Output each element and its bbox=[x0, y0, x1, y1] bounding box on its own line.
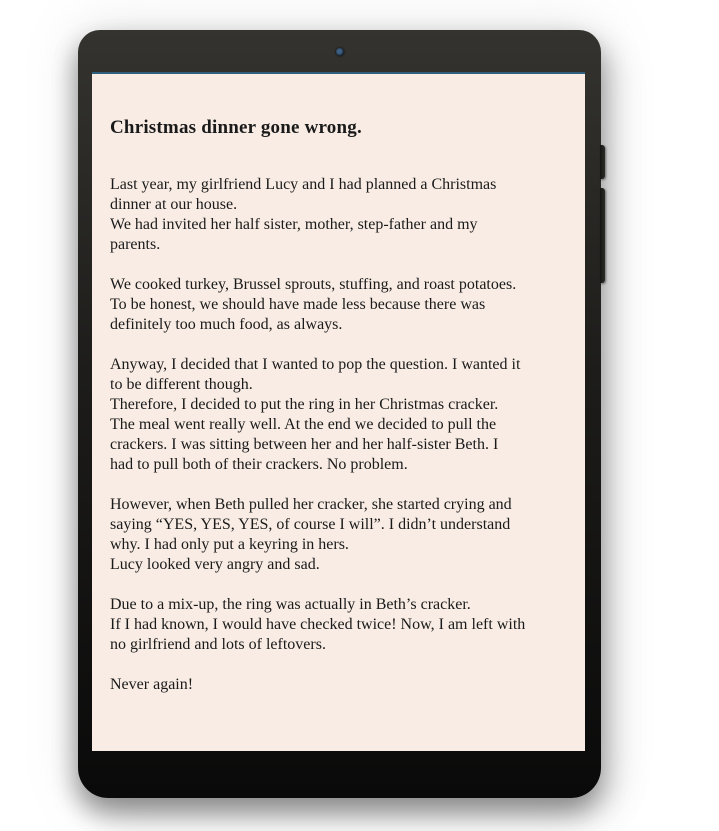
document bbox=[92, 74, 585, 695]
text-line: Lucy looked very angry and sad. bbox=[110, 556, 320, 573]
text-line: no girlfriend and lots of leftovers. bbox=[110, 636, 326, 653]
paragraph bbox=[110, 175, 573, 255]
document-body bbox=[110, 175, 573, 695]
text-line: Therefore, I decided to put the ring in her Christmas cracker. bbox=[110, 396, 499, 413]
document-title: Christmas dinner gone wrong. bbox=[110, 117, 362, 138]
text-line: Last year, my girlfriend Lucy and I had planned a Christmas bbox=[110, 176, 497, 193]
tablet-device bbox=[78, 30, 601, 798]
power-button[interactable] bbox=[600, 145, 605, 179]
text-line: to be different though. bbox=[110, 376, 253, 393]
text-line: definitely too much food, as always. bbox=[110, 316, 343, 333]
text-line: parents. bbox=[110, 236, 161, 253]
text-line: If I had known, I would have checked twice! Now, I am left with bbox=[110, 616, 526, 633]
paragraph bbox=[110, 675, 573, 695]
front-camera-icon bbox=[336, 48, 344, 56]
text-line: We cooked turkey, Brussel sprouts, stuffing, and roast potatoes. bbox=[110, 276, 517, 293]
text-line: Due to a mix-up, the ring was actually in Beth’s cracker. bbox=[110, 596, 471, 613]
text-line: dinner at our house. bbox=[110, 196, 238, 213]
text-line: We had invited her half sister, mother, step-father and my bbox=[110, 216, 478, 233]
text-line: crackers. I was sitting between her and her half-sister Beth. I bbox=[110, 436, 499, 453]
text-line: The meal went really well. At the end we decided to pull the bbox=[110, 416, 497, 433]
paragraph bbox=[110, 275, 573, 335]
text-line: Never again! bbox=[110, 676, 194, 693]
text-line: To be honest, we should have made less because there was bbox=[110, 296, 486, 313]
paragraph bbox=[110, 355, 573, 475]
paragraph bbox=[110, 595, 573, 655]
text-line: However, when Beth pulled her cracker, she started crying and bbox=[110, 496, 512, 513]
paragraph bbox=[110, 495, 573, 575]
text-line: had to pull both of their crackers. No problem. bbox=[110, 456, 408, 473]
text-line: Anyway, I decided that I wanted to pop the question. I wanted it bbox=[110, 356, 521, 373]
text-line: saying “YES, YES, YES, of course I will”. I didn’t understand bbox=[110, 516, 511, 533]
text-line: why. I had only put a keyring in hers. bbox=[110, 536, 349, 553]
volume-rocker[interactable] bbox=[600, 188, 605, 283]
tablet-screen bbox=[92, 72, 585, 751]
